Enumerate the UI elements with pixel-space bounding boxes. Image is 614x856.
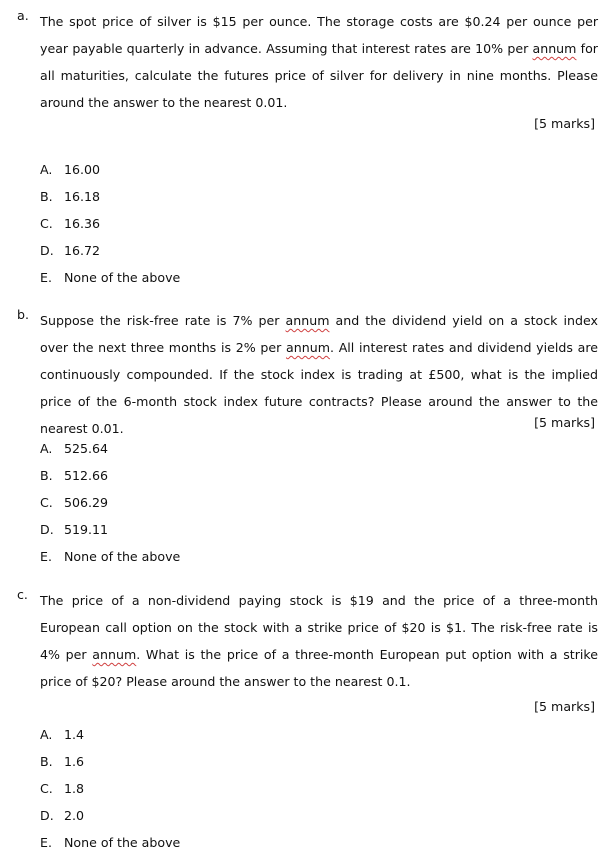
options-list [40,435,180,570]
spelling-flag: annum [286,340,330,355]
option-b[interactable]: B. 16.18 [40,189,101,204]
spelling-flag: annum [532,41,577,56]
marks-label: [5 marks] [534,699,595,714]
marks-label: [5 marks] [534,116,595,131]
question-text: Suppose the risk-free rate is 7% per annum and the dividend yield on a stock index over the next three months is 2% per annum. All interest rates and dividend yields are continuously compounded. If the stock index is trading at £500, what is the implied price of the 6-month stock index future contracts? Please around the answer to the nearest 0.01. [40,313,599,436]
option-d[interactable]: D. 16.72 [40,243,101,258]
option-c[interactable]: C. 1.8 [40,781,85,796]
options-list [40,721,180,856]
options-list [40,156,180,291]
question-letter: a. [17,8,29,23]
option-d[interactable]: D. 2.0 [40,808,85,823]
option-e[interactable]: E. None of the above [40,270,181,285]
option-c[interactable]: C. 506.29 [40,495,109,510]
marks-label: [5 marks] [534,415,595,430]
question-letter: b. [17,307,29,322]
option-a[interactable]: A. 525.64 [40,441,109,456]
spelling-flag: annum [285,313,330,328]
option-b[interactable]: B. 1.6 [40,754,85,769]
option-d[interactable]: D. 519.11 [40,522,109,537]
option-b[interactable]: B. 512.66 [40,468,109,483]
option-e[interactable]: E. None of the above [40,549,181,564]
option-e[interactable]: E. None of the above [40,835,181,850]
question-text: The spot price of silver is $15 per ounce. The storage costs are $0.24 per ounce per year payable quarterly in advance. Assuming that interest rates are 10% per annum for all maturities, calculate the futures price of silver for delivery in nine months. Please around the answer to the nearest 0.01. [40,14,598,110]
question-letter: c. [17,587,28,602]
spelling-flag: annum [92,647,137,662]
question-text: The price of a non-dividend paying stock is $19 and the price of a three-month European call option on the stock with a strike price of $20 is $1. The risk-free rate is 4% per annum. What is the price of a three-month European put option with a strike price of $20? Please around the answer to the nearest 0.1. [40,593,598,689]
option-a[interactable]: A. 16.00 [40,162,101,177]
option-c[interactable]: C. 16.36 [40,216,101,231]
option-a[interactable]: A. 1.4 [40,727,85,742]
